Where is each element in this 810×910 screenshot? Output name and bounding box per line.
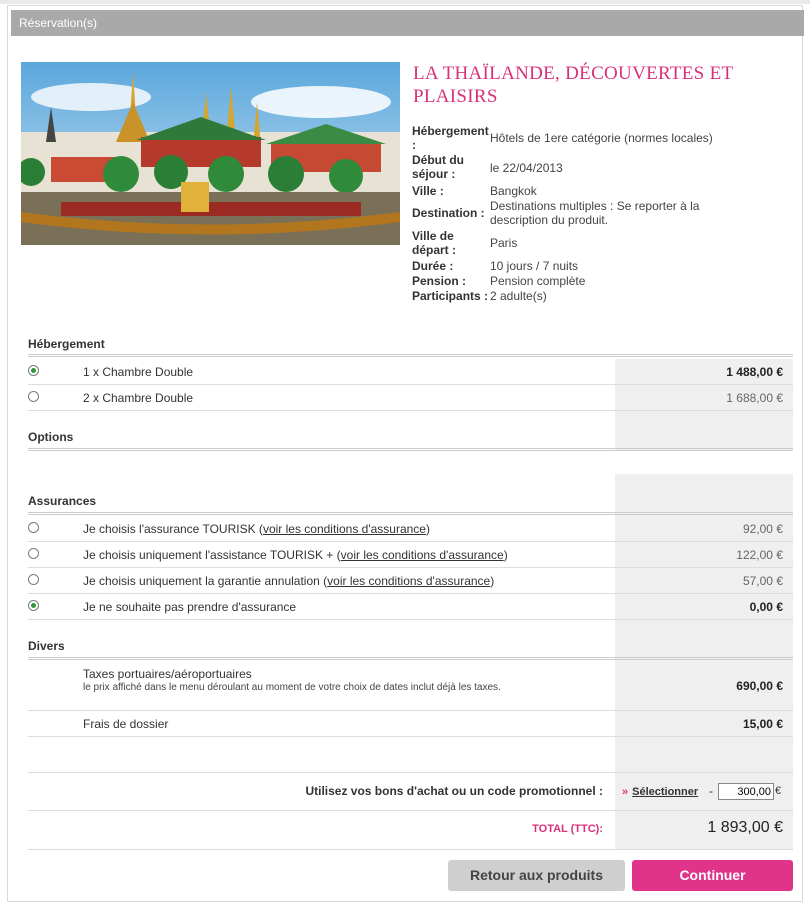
- info-label: Début du séjour :: [412, 153, 464, 181]
- row-divider: [28, 541, 793, 542]
- product-photo: [21, 62, 400, 245]
- frais-label: Frais de dossier: [83, 717, 169, 731]
- continue-button[interactable]: Continuer: [632, 860, 793, 891]
- info-value: 2 adulte(s): [490, 289, 547, 303]
- insurance-option-price: 57,00 €: [742, 574, 783, 588]
- info-value: Bangkok: [490, 184, 537, 198]
- row-divider: [28, 810, 793, 811]
- insurance-label-text: Je choisis uniquement la garantie annulation: [83, 574, 320, 588]
- chevron-right-icon: »: [622, 786, 629, 798]
- insurance-option-label: Je choisis l'assurance TOURISK (voir les conditions d'assurance): [83, 522, 430, 536]
- product-title: LA THAÏLANDE, DÉCOUVERTES ET PLAISIRS: [413, 63, 734, 107]
- insurance-option-label: Je ne souhaite pas prendre d'assurance: [83, 600, 297, 614]
- conditions-link[interactable]: voir les conditions d'assurance: [262, 522, 426, 536]
- taxes-note: le prix affiché dans le menu déroulant au moment de votre choix de dates inclut déjà les taxes.: [83, 682, 501, 693]
- section-divider: [28, 657, 793, 660]
- info-label: Ville :: [412, 184, 444, 198]
- info-value: 10 jours / 7 nuits: [490, 259, 579, 273]
- promo-label: Utilisez vos bons d'achat ou un code promotionnel :: [305, 784, 603, 798]
- taxes-price: 690,00 €: [736, 679, 783, 693]
- info-value: Destinations multiples : Se reporter à la description du produit.: [490, 199, 700, 227]
- promo-select-link[interactable]: [622, 786, 698, 798]
- radio-garantie-annulation[interactable]: [28, 574, 39, 585]
- radio-chambre-2[interactable]: [28, 391, 39, 402]
- radio-chambre-1[interactable]: [28, 365, 39, 376]
- frais-price: 15,00 €: [742, 717, 783, 731]
- info-value: le 22/04/2013: [490, 161, 563, 175]
- promo-currency: €: [775, 785, 782, 797]
- row-divider: [28, 384, 793, 385]
- panel-header: [11, 10, 804, 36]
- conditions-link[interactable]: voir les conditions d'assurance: [327, 574, 491, 588]
- row-divider: [28, 593, 793, 594]
- info-label: Participants :: [412, 289, 489, 303]
- grand-palace-image: [21, 62, 400, 245]
- section-divers-title: Divers: [28, 639, 65, 653]
- room-option-label: 2 x Chambre Double: [83, 391, 194, 405]
- taxes-label: Taxes portuaires/aéroportuaires: [83, 667, 252, 681]
- info-label: Hébergement :: [412, 124, 489, 152]
- total-value: 1 893,00 €: [707, 819, 783, 836]
- promo-minus: -: [709, 784, 713, 798]
- section-assurances-title: Assurances: [28, 494, 97, 508]
- insurance-option-price: 92,00 €: [742, 522, 783, 536]
- row-divider: [28, 619, 793, 620]
- row-divider: [28, 410, 793, 411]
- radio-assurance-tourisk[interactable]: [28, 522, 39, 533]
- row-divider: [28, 710, 793, 711]
- section-divider: [28, 512, 793, 515]
- insurance-option-label: Je choisis uniquement l'assistance TOURISK + (voir les conditions d'assurance): [83, 548, 508, 562]
- conditions-link[interactable]: voir les conditions d'assurance: [340, 548, 504, 562]
- insurance-label-text: Je choisis uniquement l'assistance TOURISK +: [83, 548, 334, 562]
- row-divider: [28, 736, 793, 737]
- info-label: Destination :: [412, 206, 485, 220]
- insurance-option-price: 122,00 €: [736, 548, 783, 562]
- insurance-option-price: 0,00 €: [749, 600, 783, 614]
- total-label: TOTAL (TTC):: [532, 823, 603, 835]
- top-border: [0, 0, 810, 4]
- section-options-title: Options: [28, 430, 74, 444]
- row-divider: [28, 849, 793, 850]
- info-value: Pension complète: [490, 274, 586, 288]
- section-hebergement-title: Hébergement: [28, 337, 105, 351]
- insurance-option-label: Je choisis uniquement la garantie annulation (voir les conditions d'assurance): [83, 574, 495, 588]
- row-divider: [28, 567, 793, 568]
- radio-no-insurance[interactable]: [28, 600, 39, 611]
- section-divider: [28, 448, 793, 451]
- info-value: Hôtels de 1ere catégorie (normes locales): [490, 131, 713, 145]
- room-option-price: 1 688,00 €: [726, 391, 783, 405]
- back-to-products-button[interactable]: Retour aux produits: [448, 860, 625, 891]
- info-label: Durée :: [412, 259, 454, 273]
- promo-select-label: Sélectionner: [632, 786, 699, 798]
- panel-title: Réservation(s): [19, 16, 98, 30]
- row-divider: [28, 772, 793, 773]
- radio-assistance-tourisk[interactable]: [28, 548, 39, 559]
- info-value: Paris: [490, 236, 518, 250]
- room-option-label: 1 x Chambre Double: [83, 365, 194, 379]
- promo-amount-input[interactable]: [718, 783, 774, 800]
- info-label: Ville de départ :: [412, 229, 457, 257]
- section-divider: [28, 354, 793, 357]
- insurance-label-text: Je choisis l'assurance TOURISK: [83, 522, 256, 536]
- room-option-price: 1 488,00 €: [726, 365, 783, 379]
- info-label: Pension :: [412, 274, 467, 288]
